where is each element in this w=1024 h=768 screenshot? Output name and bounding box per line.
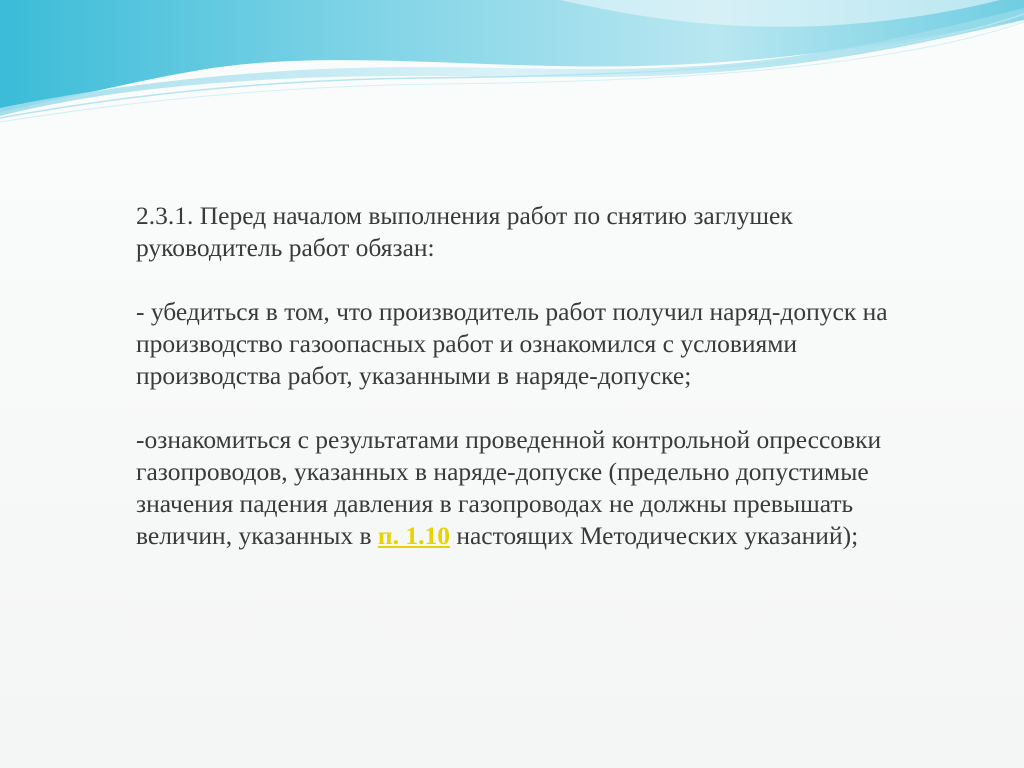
- decorative-wave-header: [0, 0, 1024, 130]
- paragraph-intro: 2.3.1. Перед началом выполнения работ по снятию заглушек руководитель работ обязан:: [136, 201, 793, 262]
- paragraph-item-2-text-end: настоящих Методических указаний);: [449, 521, 859, 550]
- paragraph-item-2: [136, 424, 896, 552]
- reference-link-p-1-10[interactable]: п. 1.10: [377, 521, 450, 550]
- slide-body: [136, 200, 896, 552]
- paragraph-item-1: - убедиться в том, что производитель работ получил наряд-допуск на производство газоопасных работ и ознакомился с условиями производства работ, указанными в наряде-допуске;: [136, 297, 888, 390]
- paragraph-item-2-text-start: -ознакомиться с результатами проведенной контрольной опрессовки газопроводов, указанных в наряде-допуске (предельно допустимые значения падения давления в газопроводах не должны превышать величин, указанных в: [136, 425, 882, 550]
